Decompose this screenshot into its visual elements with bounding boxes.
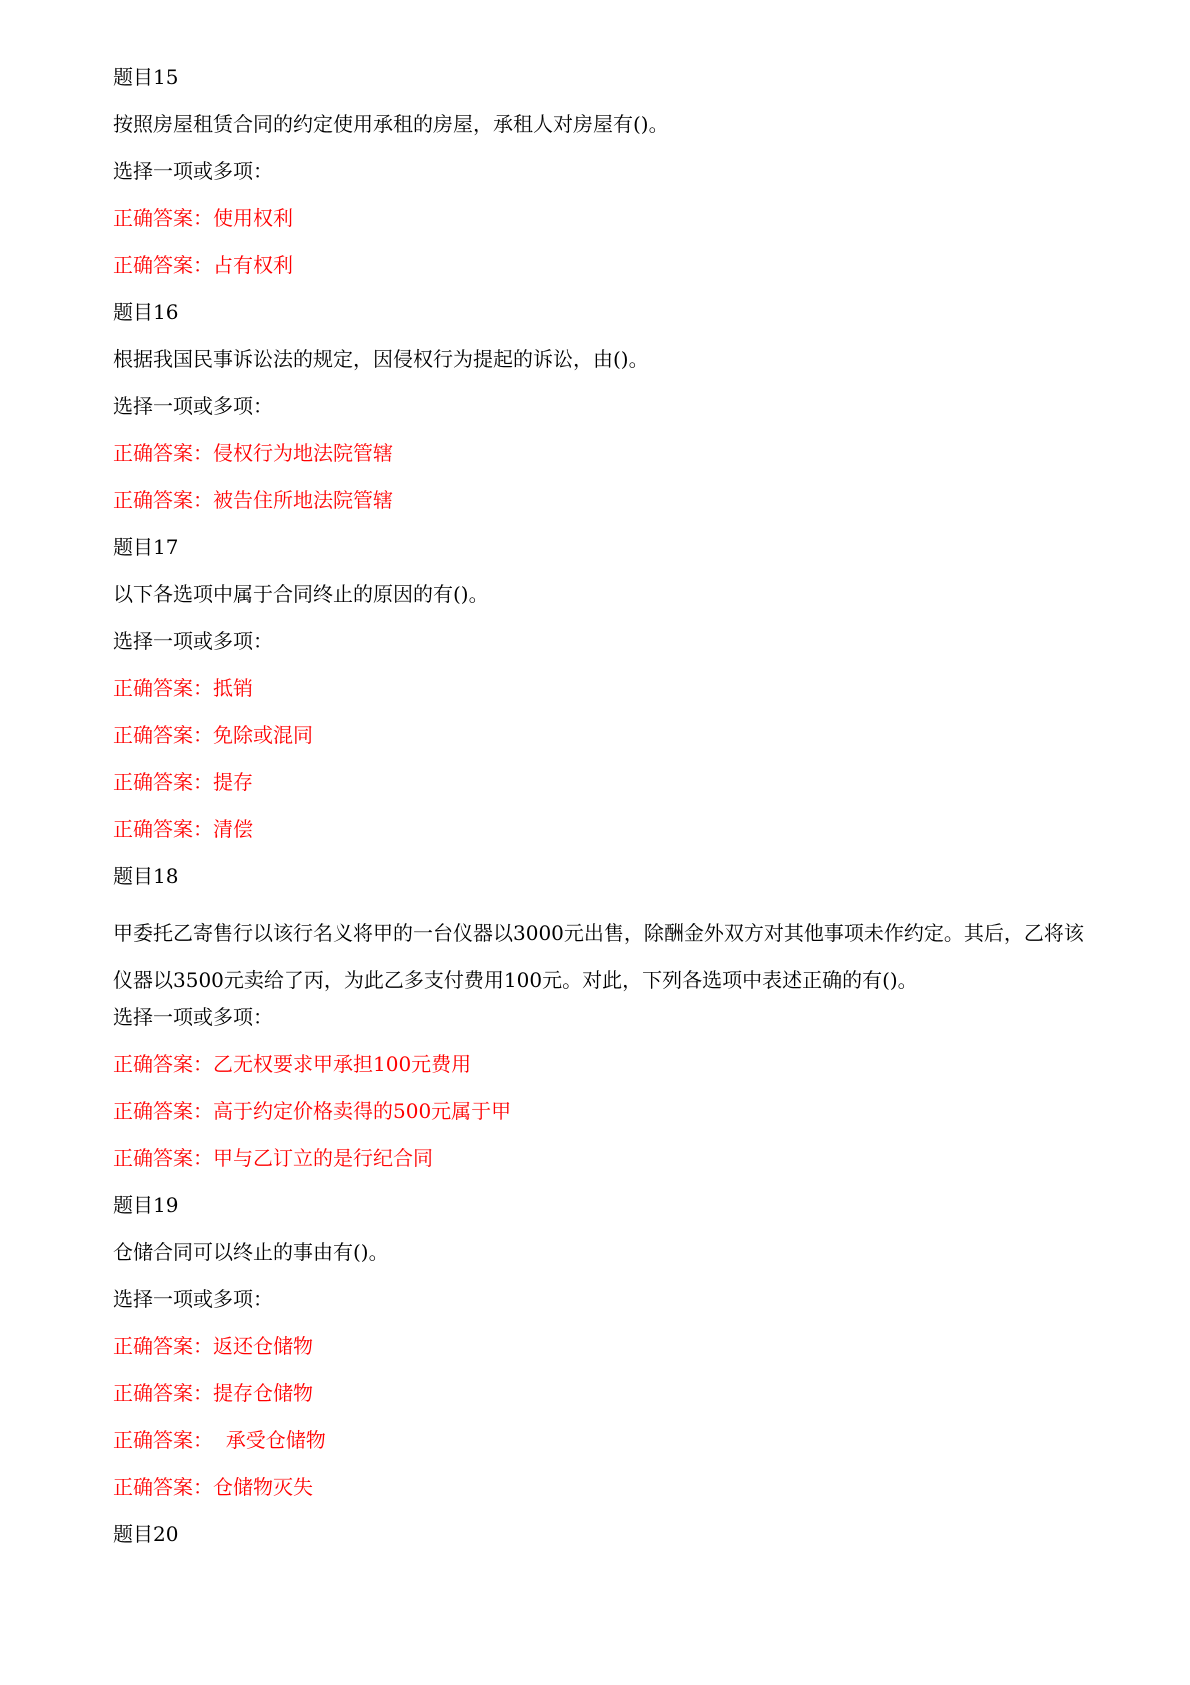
- question-heading: 题目17: [113, 535, 179, 559]
- correct-answer: 正确答案：清偿: [113, 817, 253, 841]
- question-block: [113, 534, 1093, 863]
- question-block: [113, 299, 1093, 534]
- question-heading: 题目16: [113, 300, 179, 324]
- question-prompt: 选择一项或多项：: [113, 1005, 273, 1029]
- document-page: [113, 64, 1093, 1568]
- correct-answer: 正确答案：返还仓储物: [113, 1334, 313, 1358]
- question-text: 按照房屋租赁合同的约定使用承租的房屋，承租人对房屋有()。: [113, 112, 669, 136]
- correct-answer: 正确答案：占有权利: [113, 253, 293, 277]
- question-heading: 题目19: [113, 1193, 179, 1217]
- correct-answer: 正确答案：高于约定价格卖得的500元属于甲: [113, 1099, 512, 1123]
- question-prompt: 选择一项或多项：: [113, 394, 273, 418]
- question-prompt: 选择一项或多项：: [113, 1287, 273, 1311]
- question-text: 根据我国民事诉讼法的规定，因侵权行为提起的诉讼，由()。: [113, 347, 649, 371]
- question-heading: 题目15: [113, 65, 179, 89]
- question-block: [113, 1192, 1093, 1521]
- correct-answer: 正确答案：提存仓储物: [113, 1381, 313, 1405]
- question-heading: 题目18: [113, 864, 179, 888]
- question-block: [113, 1521, 1093, 1568]
- question-heading: 题目20: [113, 1522, 179, 1546]
- correct-answer: 正确答案：提存: [113, 770, 253, 794]
- correct-answer: 正确答案：使用权利: [113, 206, 293, 230]
- correct-answer: 正确答案：仓储物灭失: [113, 1475, 313, 1499]
- correct-answer: 正确答案：抵销: [113, 676, 253, 700]
- correct-answer: 正确答案： 承受仓储物: [113, 1428, 326, 1452]
- correct-answer: 正确答案：侵权行为地法院管辖: [113, 441, 393, 465]
- question-text: 以下各选项中属于合同终止的原因的有()。: [113, 582, 489, 606]
- correct-answer: 正确答案：乙无权要求甲承担100元费用: [113, 1052, 472, 1076]
- question-text: 甲委托乙寄售行以该行名义将甲的一台仪器以3000元出售，除酬金外双方对其他事项未作约定。其后，乙将该仪器以3500元卖给了丙，为此乙多支付费用100元。对此，下列各选项中表述正确的有()。: [113, 921, 1084, 992]
- correct-answer: 正确答案：甲与乙订立的是行纪合同: [113, 1146, 433, 1170]
- question-text: 仓储合同可以终止的事由有()。: [113, 1240, 389, 1264]
- question-prompt: 选择一项或多项：: [113, 159, 273, 183]
- question-prompt: 选择一项或多项：: [113, 629, 273, 653]
- correct-answer: 正确答案：免除或混同: [113, 723, 313, 747]
- question-block: [113, 863, 1093, 1192]
- question-block: [113, 64, 1093, 299]
- correct-answer: 正确答案：被告住所地法院管辖: [113, 488, 393, 512]
